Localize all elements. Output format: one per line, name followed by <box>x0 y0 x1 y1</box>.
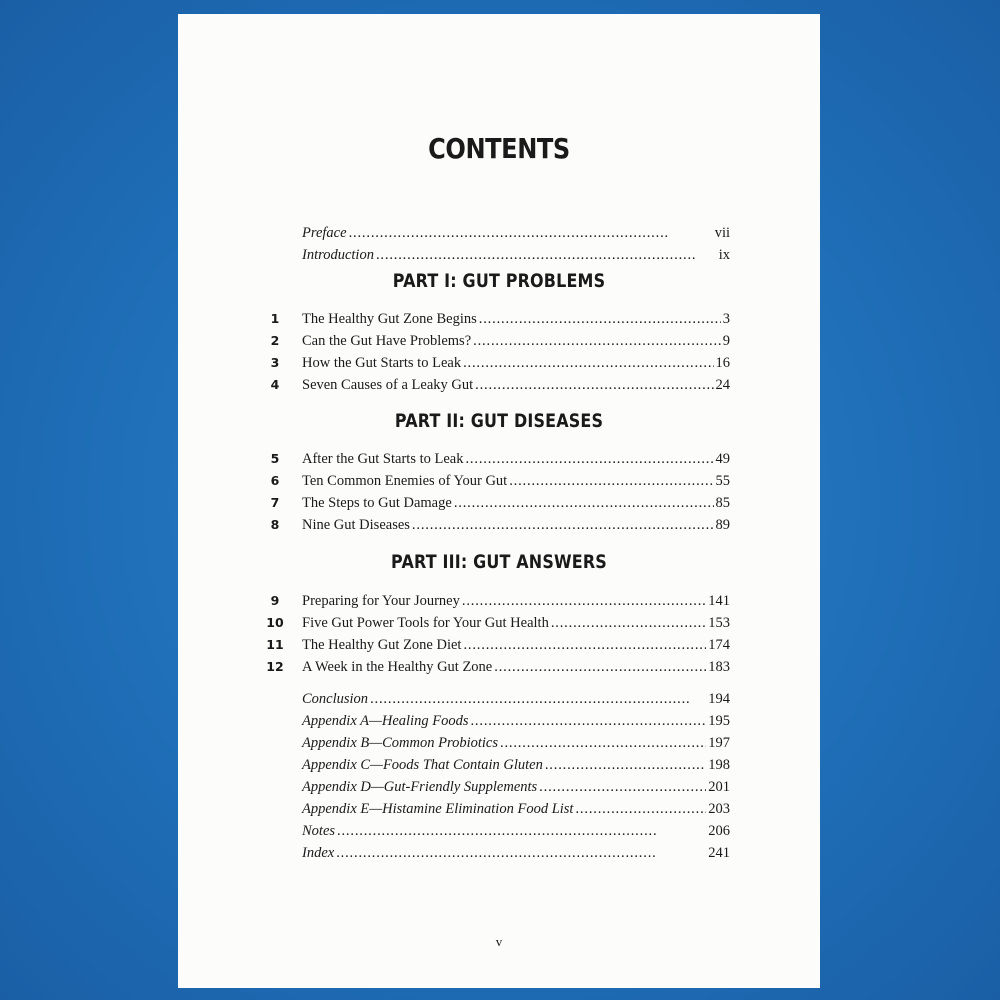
chapter-number: 2 <box>270 333 280 348</box>
chapter-number: 1 <box>270 311 280 326</box>
entry-page: 203 <box>708 801 730 817</box>
leader-dots <box>500 732 706 754</box>
entry-title: Can the Gut Have Problems? <box>302 333 472 349</box>
book-page <box>178 14 820 988</box>
entry-title: Conclusion <box>302 691 369 707</box>
toc-entry-chapter-1 <box>270 308 730 330</box>
part-heading-2: PART II: GUT DISEASES <box>394 410 604 432</box>
chapter-number: 8 <box>270 517 280 532</box>
entry-page: 197 <box>708 735 730 751</box>
chapter-number: 9 <box>270 593 280 608</box>
entry-page: 195 <box>708 713 730 729</box>
page-folio: v <box>495 934 503 949</box>
leader-dots <box>463 352 713 374</box>
leader-dots <box>412 514 714 536</box>
toc-entry-chapter-9 <box>270 590 730 612</box>
leader-dots <box>551 612 706 634</box>
chapter-number: 5 <box>270 451 280 466</box>
entry-title: A Week in the Healthy Gut Zone <box>302 659 493 675</box>
leader-dots <box>376 244 717 266</box>
entry-page: 24 <box>715 377 730 393</box>
entry-page: 55 <box>715 473 730 489</box>
leader-dots <box>454 492 714 514</box>
entry-title: Notes <box>302 823 336 839</box>
toc-entry-appendix-b <box>302 732 730 754</box>
contents-heading: CONTENTS <box>428 132 570 165</box>
entry-title: Appendix D—Gut-Friendly Supplements <box>302 779 538 795</box>
leader-dots <box>370 688 706 710</box>
entry-page: 183 <box>708 659 730 675</box>
toc-entry-appendix-a <box>302 710 730 732</box>
chapter-number: 4 <box>270 377 280 392</box>
entry-title: Seven Causes of a Leaky Gut <box>302 377 474 393</box>
leader-dots <box>494 656 706 678</box>
leader-dots <box>337 820 706 842</box>
part-heading-1: PART I: GUT PROBLEMS <box>392 270 606 292</box>
leader-dots <box>465 448 713 470</box>
entry-title: The Steps to Gut Damage <box>302 495 452 511</box>
entry-title: Index <box>302 845 335 861</box>
chapter-number: 3 <box>270 355 280 370</box>
toc-entry-chapter-4 <box>270 374 730 396</box>
entry-title: Appendix B—Common Probiotics <box>302 735 498 751</box>
entry-title: The Healthy Gut Zone Begins <box>302 311 477 327</box>
entry-title: Nine Gut Diseases <box>302 517 410 533</box>
toc-entry-introduction <box>302 244 730 266</box>
entry-page: 153 <box>708 615 730 631</box>
toc-entry-index <box>302 842 730 864</box>
toc-entry-chapter-5 <box>270 448 730 470</box>
leader-dots <box>509 470 713 492</box>
entry-page: 174 <box>708 637 730 653</box>
chapter-number: 6 <box>270 473 280 488</box>
leader-dots <box>545 754 706 776</box>
toc-entry-chapter-8 <box>270 514 730 536</box>
entry-page: 194 <box>708 691 730 707</box>
entry-page: 141 <box>708 593 730 609</box>
chapter-number: 7 <box>270 495 280 510</box>
toc-entry-conclusion <box>302 688 730 710</box>
entry-page: vii <box>714 225 730 241</box>
toc-entry-chapter-11 <box>266 634 730 656</box>
chapter-number: 10 <box>266 615 284 630</box>
toc-entry-appendix-e <box>302 798 730 820</box>
leader-dots <box>479 308 721 330</box>
entry-title: The Healthy Gut Zone Diet <box>302 637 462 653</box>
toc-entry-appendix-c <box>302 754 730 776</box>
entry-page: 9 <box>722 333 730 349</box>
toc-entry-preface <box>302 222 730 244</box>
leader-dots <box>575 798 706 820</box>
entry-title: Appendix C—Foods That Contain Gluten <box>302 757 543 773</box>
part-heading-3: PART III: GUT ANSWERS <box>391 551 607 573</box>
chapter-number: 11 <box>266 637 284 652</box>
chapter-number: 12 <box>266 659 284 674</box>
leader-dots <box>462 590 706 612</box>
entry-page: 201 <box>708 779 730 795</box>
entry-page: 16 <box>715 355 730 371</box>
toc-entry-chapter-12 <box>266 656 730 678</box>
entry-page: 206 <box>708 823 730 839</box>
entry-page: 85 <box>715 495 730 511</box>
leader-dots <box>470 710 706 732</box>
entry-title: After the Gut Starts to Leak <box>302 451 464 467</box>
entry-page: 241 <box>708 845 730 861</box>
leader-dots <box>475 374 713 396</box>
leader-dots <box>463 634 706 656</box>
entry-title: Preparing for Your Journey <box>302 593 460 609</box>
toc-entry-appendix-d <box>302 776 730 798</box>
toc-entry-chapter-6 <box>270 470 730 492</box>
entry-page: 3 <box>722 311 730 327</box>
toc-entry-chapter-10 <box>266 612 730 634</box>
entry-title: Five Gut Power Tools for Your Gut Health <box>302 615 549 631</box>
entry-title: Appendix A—Healing Foods <box>302 713 469 729</box>
leader-dots <box>349 222 713 244</box>
entry-page: 49 <box>715 451 730 467</box>
toc-entry-chapter-7 <box>270 492 730 514</box>
entry-page: 89 <box>715 517 730 533</box>
entry-title: Appendix E—Histamine Elimination Food List <box>302 801 574 817</box>
toc-entry-chapter-2 <box>270 330 730 352</box>
entry-title: How the Gut Starts to Leak <box>302 355 462 371</box>
entry-title: Ten Common Enemies of Your Gut <box>302 473 508 489</box>
leader-dots <box>473 330 721 352</box>
leader-dots <box>336 842 706 864</box>
toc-entry-notes <box>302 820 730 842</box>
entry-title: Preface <box>302 225 347 241</box>
toc-entry-chapter-3 <box>270 352 730 374</box>
entry-page: 198 <box>708 757 730 773</box>
leader-dots <box>539 776 706 798</box>
entry-page: ix <box>718 247 730 263</box>
entry-title: Introduction <box>302 247 374 263</box>
